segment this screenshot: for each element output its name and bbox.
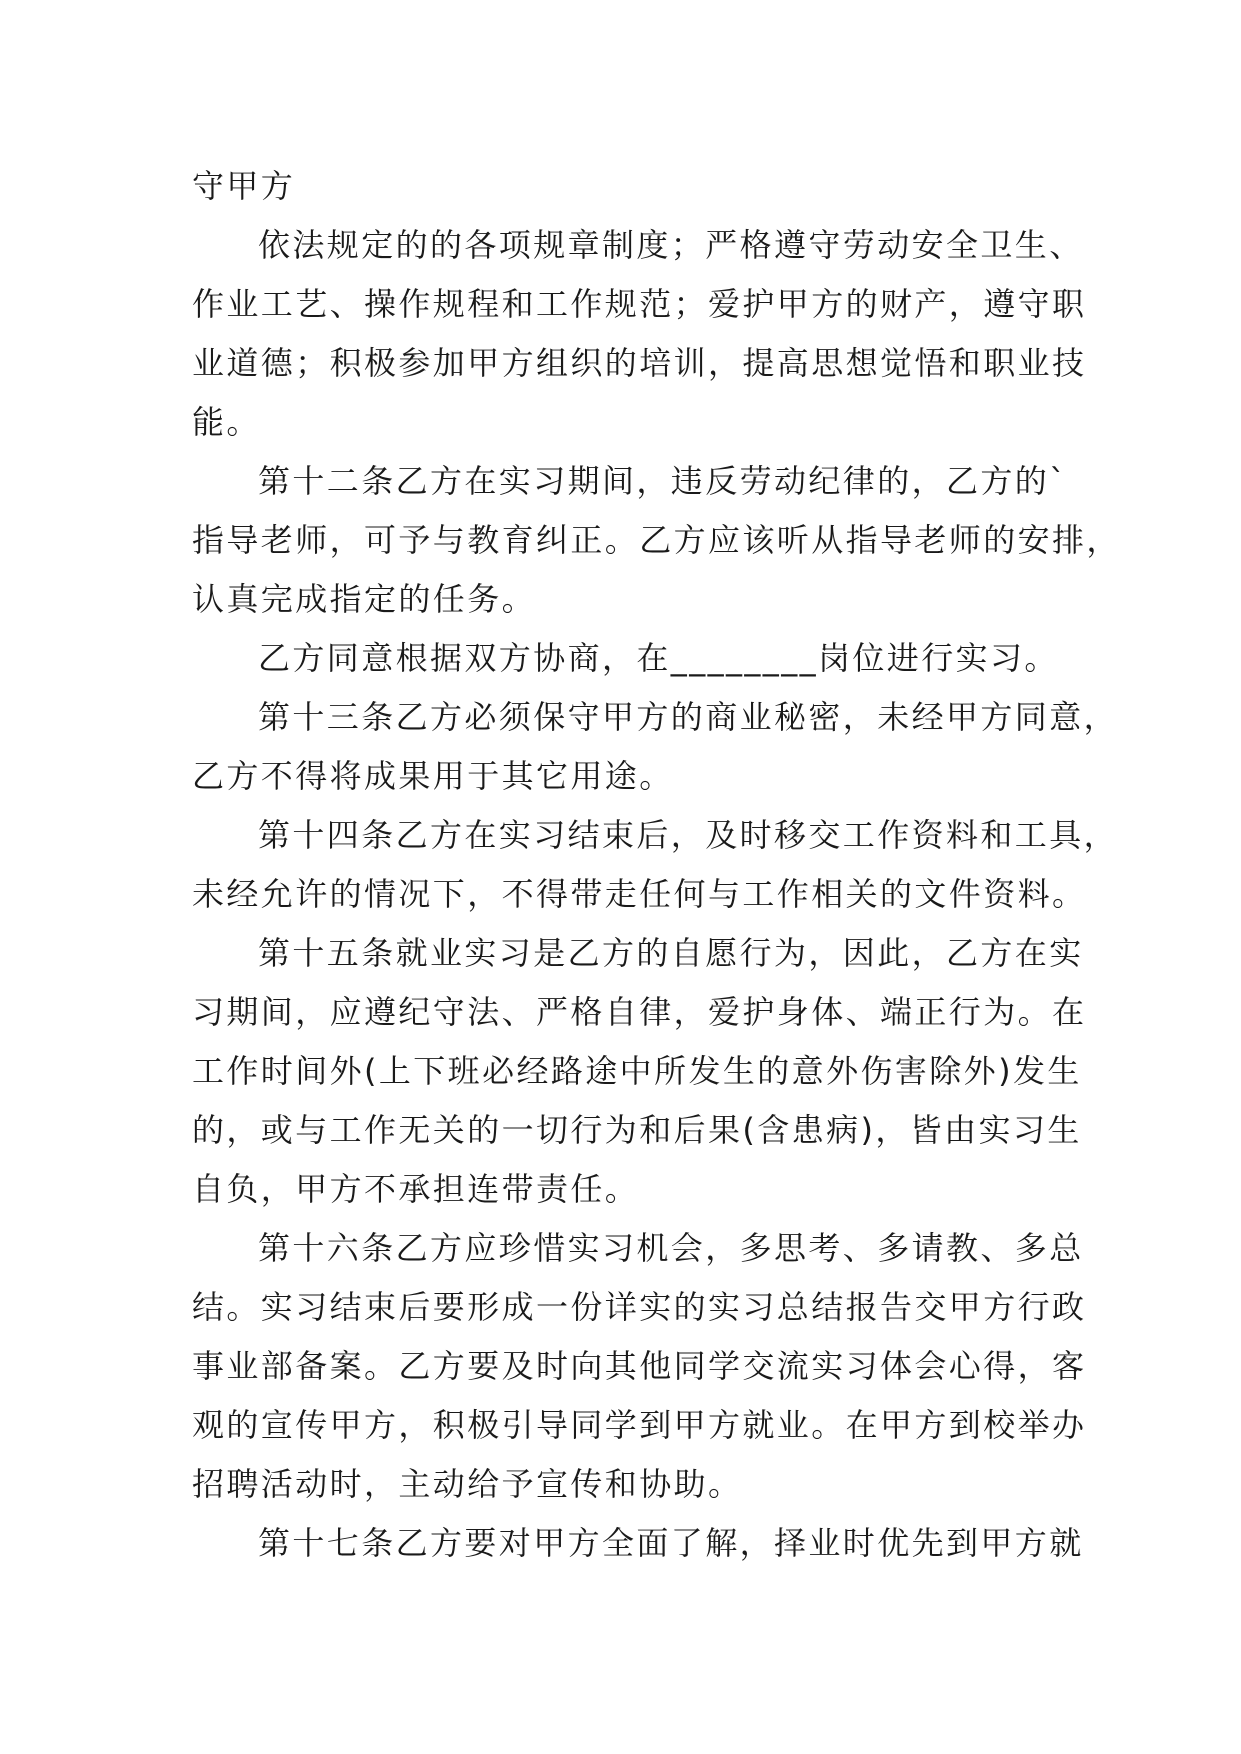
position-agreement-line: 乙方同意根据双方协商，在________岗位进行实习。 [258, 639, 1059, 677]
text-line: 工作时间外(上下班必经路途中所发生的意外伤害除外)发生 [192, 1052, 1082, 1090]
text-line: 自负，甲方不承担连带责任。 [192, 1170, 640, 1208]
text-line: 作业工艺、操作规程和工作规范；爱护甲方的财产，遵守职 [192, 285, 1087, 323]
clause-16-line: 第十六条乙方应珍惜实习机会，多思考、多请教、多总 [258, 1229, 1084, 1267]
text-line: 招聘活动时，主动给予宣传和协助。 [192, 1465, 743, 1503]
text-line: 事业部备案。乙方要及时向其他同学交流实习体会心得，客 [192, 1347, 1087, 1385]
clause-17-line: 第十七条乙方要对甲方全面了解，择业时优先到甲方就 [258, 1524, 1084, 1562]
clause-13-line: 第十三条乙方必须保守甲方的商业秘密，未经甲方同意， [258, 698, 1119, 736]
clause-14-line: 第十四条乙方在实习结束后，及时移交工作资料和工具， [258, 816, 1119, 854]
text-line: 能。 [192, 403, 261, 441]
clause-12-line: 第十二条乙方在实习期间，违反劳动纪律的，乙方的` [258, 462, 1068, 500]
text-line: 的，或与工作无关的一切行为和后果(含患病)，皆由实习生 [192, 1111, 1082, 1149]
text-line: 结。实习结束后要形成一份详实的实习总结报告交甲方行政 [192, 1288, 1087, 1326]
text-line: 指导老师，可予与教育纠正。乙方应该听从指导老师的安排， [192, 521, 1121, 559]
text-line: 守甲方 [192, 167, 296, 205]
text-line: 乙方不得将成果用于其它用途。 [192, 757, 674, 795]
text-line: 认真完成指定的任务。 [192, 580, 537, 618]
document-body [192, 157, 1121, 1573]
text-line: 习期间，应遵纪守法、严格自律，爱护身体、端正行为。在 [192, 993, 1087, 1031]
text-line: 观的宣传甲方，积极引导同学到甲方就业。在甲方到校举办 [192, 1406, 1087, 1444]
text-line: 未经允许的情况下，不得带走任何与工作相关的文件资料。 [192, 875, 1087, 913]
paragraph-start-line: 依法规定的的各项规章制度；严格遵守劳动安全卫生、 [258, 226, 1084, 264]
text-line: 业道德；积极参加甲方组织的培训，提高思想觉悟和职业技 [192, 344, 1087, 382]
clause-15-line: 第十五条就业实习是乙方的自愿行为，因此，乙方在实 [258, 934, 1084, 972]
